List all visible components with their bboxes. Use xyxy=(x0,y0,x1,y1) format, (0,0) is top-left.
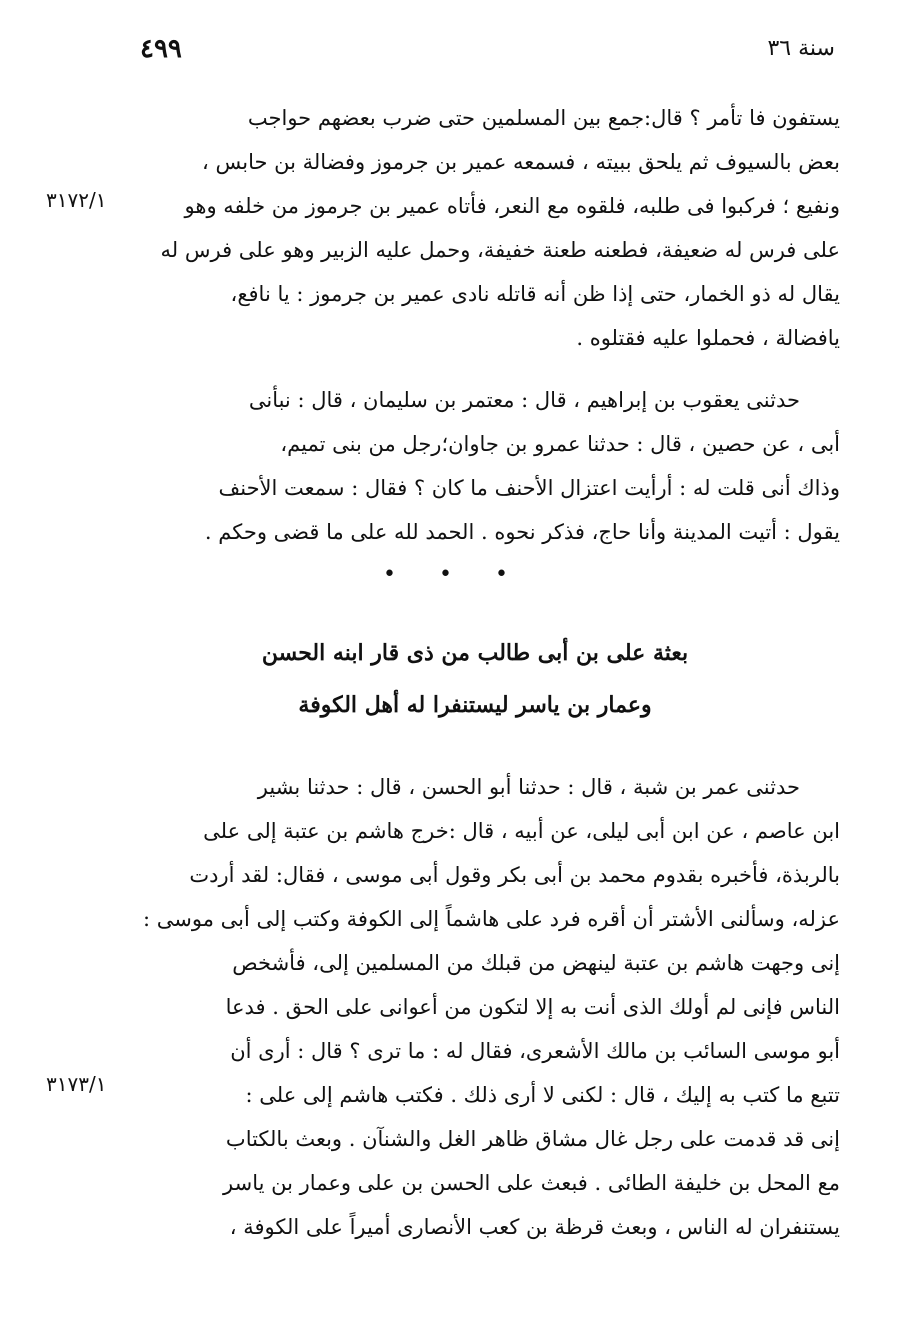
paragraph-yaqub xyxy=(110,378,840,554)
page-header xyxy=(140,34,835,68)
margin-reference: ٣١٧٣/١ xyxy=(46,1072,107,1096)
text-line: حدثنى يعقوب بن إبراهيم ، قال : معتمر بن سليمان ، قال : نبأنى xyxy=(248,388,800,412)
text-line: تتبع ما كتب به إليك ، قال : لكنى لا أرى ذلك . فكتب هاشم إلى على : xyxy=(245,1083,840,1107)
page-number: ٤٩٩ xyxy=(140,34,182,64)
text-line: بالربذة، فأخبره بقدوم محمد بن أبى بكر وقول أبى موسى ، فقال: لقد أردت xyxy=(189,863,840,887)
text-line: بعض بالسيوف ثم يلحق ببيته ، فسمعه عمير بن جرموز وفضالة بن حابس ، xyxy=(202,150,840,174)
text-line: حدثنى عمر بن شبة ، قال : حدثنا أبو الحسن ، قال : حدثنا بشير xyxy=(257,775,800,799)
text-line: يستنفران له الناس ، وبعث قرظة بن كعب الأنصارى أميراً على الكوفة ، xyxy=(229,1215,840,1239)
section-heading-line-2: وعمار بن ياسر ليستنفرا له أهل الكوفة xyxy=(298,692,652,718)
section-heading-line-1: بعثة على بن أبى طالب من ذى قار ابنه الحسن xyxy=(261,640,689,666)
section-separator: • • • xyxy=(383,562,526,587)
text-line: يافضالة ، فحملوا عليه فقتلوه . xyxy=(576,326,840,350)
text-line: مع المحل بن خليفة الطائى . فبعث على الحسن بن على وعمار بن ياسر xyxy=(223,1171,840,1195)
text-line: على فرس له ضعيفة، فطعنه طعنة خفيفة، وحمل عليه الزبير وهو على فرس له xyxy=(160,238,840,262)
text-line: يستفون فا تأمر ؟ قال:جمع بين المسلمين حتى ضرب بعضهم حواجب xyxy=(247,106,840,130)
text-line: أبو موسى السائب بن مالك الأشعرى، فقال له : ما ترى ؟ قال : أرى أن xyxy=(230,1039,840,1063)
margin-reference: ٣١٧٢/١ xyxy=(46,188,107,212)
text-line: الناس فإنى لم أولك الذى أنت به إلا لتكون من أعوانى على الحق . فدعا xyxy=(225,995,840,1019)
text-line: وذاك أنى قلت له : أرأيت اعتزال الأحنف ما كان ؟ فقال : سمعت الأحنف xyxy=(218,476,840,500)
text-line: أبى ، عن حصين ، قال : حدثنا عمرو بن جاوان؛رجل من بنى تميم، xyxy=(280,432,840,456)
paragraph-umar xyxy=(110,765,840,1249)
text-line: ابن عاصم ، عن ابن أبى ليلى، عن أبيه ، قال :خرج هاشم بن عتبة إلى على xyxy=(203,819,840,843)
text-line: عزله، وسألنى الأشتر أن أقره فرد على هاشماً إلى الكوفة وكتب إلى أبى موسى : xyxy=(143,907,840,931)
text-line: يقال له ذو الخمار، حتى إذا ظن أنه قاتله نادى عمير بن جرموز : يا نافع، xyxy=(230,282,840,306)
running-head: سنة ٣٦ xyxy=(767,36,835,61)
text-line: إنى قد قدمت على رجل غال مشاق ظاهر الغل والشنآن . وبعث بالكتاب xyxy=(225,1127,840,1151)
text-line: إنى وجهت هاشم بن عتبة لينهض من قبلك من المسلمين إلى، فأشخص xyxy=(232,951,840,975)
text-line: يقول : أتيت المدينة وأنا حاج، فذكر نحوه . الحمد لله على ما قضى وحكم . xyxy=(204,520,840,544)
text-line: ونفيع ؛ فركبوا فى طلبه، فلقوه مع النعر، فأتاه عمير بن جرموز من خلفه وهو xyxy=(184,194,840,218)
paragraph-continuation xyxy=(110,96,840,360)
